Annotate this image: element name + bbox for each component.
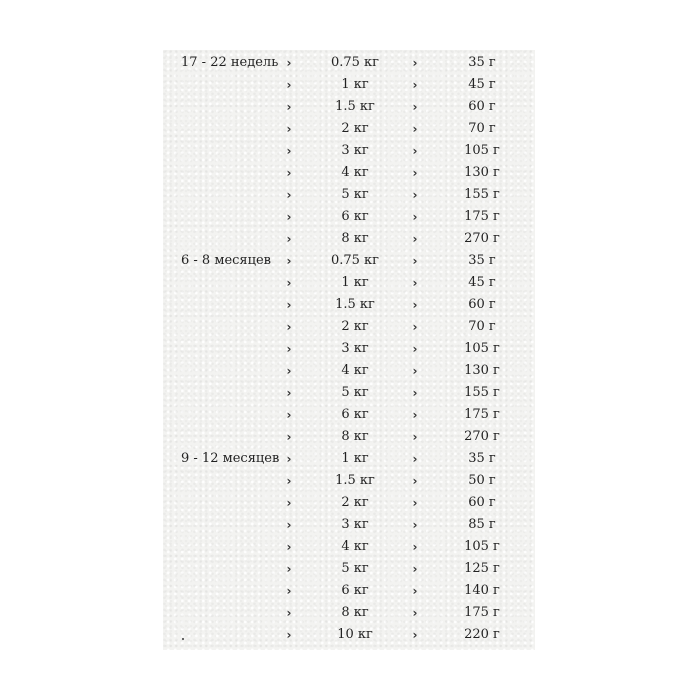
chevron-right-icon: › [412, 474, 418, 488]
amount-cell: 35 г [468, 55, 496, 70]
table-row [163, 206, 535, 228]
amount-cell: 155 г [464, 385, 500, 400]
chevron-right-icon: › [286, 562, 292, 576]
age-cell: 6 - 8 месяцев [181, 253, 271, 268]
chevron-right-icon: › [412, 320, 418, 334]
chevron-right-icon: › [412, 56, 418, 70]
chevron-right-icon: › [412, 562, 418, 576]
chevron-right-icon: › [286, 56, 292, 70]
chevron-right-icon: › [412, 452, 418, 466]
weight-cell: 6 кг [341, 583, 369, 598]
amount-cell: 270 г [464, 429, 500, 444]
amount-cell: 175 г [464, 407, 500, 422]
table-row [163, 404, 535, 426]
table-row [163, 470, 535, 492]
table-row [163, 382, 535, 404]
table-row [163, 140, 535, 162]
chevron-right-icon: › [286, 474, 292, 488]
chevron-right-icon: › [286, 430, 292, 444]
amount-cell: 125 г [464, 561, 500, 576]
weight-cell: 1 кг [341, 77, 369, 92]
weight-cell: 6 кг [341, 209, 369, 224]
table-row [163, 294, 535, 316]
table-row [163, 118, 535, 140]
chevron-right-icon: › [412, 518, 418, 532]
weight-cell: 1 кг [341, 451, 369, 466]
amount-cell: 45 г [468, 275, 496, 290]
table-row [163, 162, 535, 184]
weight-cell: 1.5 кг [335, 99, 375, 114]
table-row [163, 228, 535, 250]
chevron-right-icon: › [286, 78, 292, 92]
weight-cell: 6 кг [341, 407, 369, 422]
weight-cell: 4 кг [341, 363, 369, 378]
amount-cell: 50 г [468, 473, 496, 488]
chevron-right-icon: › [286, 518, 292, 532]
amount-cell: 70 г [468, 121, 496, 136]
weight-cell: 8 кг [341, 429, 369, 444]
chevron-right-icon: › [412, 430, 418, 444]
table-row [163, 514, 535, 536]
amount-cell: 35 г [468, 451, 496, 466]
table-row [163, 492, 535, 514]
table-row [163, 52, 535, 74]
chevron-right-icon: › [412, 298, 418, 312]
chevron-right-icon: › [412, 78, 418, 92]
table-row [163, 602, 535, 624]
chevron-right-icon: › [412, 606, 418, 620]
table-row [163, 558, 535, 580]
table-row [163, 316, 535, 338]
table-row [163, 426, 535, 448]
amount-cell: 270 г [464, 231, 500, 246]
weight-cell: 8 кг [341, 231, 369, 246]
chevron-right-icon: › [412, 496, 418, 510]
weight-cell: 0.75 кг [330, 55, 379, 70]
table-row [163, 96, 535, 118]
weight-cell: 3 кг [341, 517, 369, 532]
chevron-right-icon: › [286, 232, 292, 246]
weight-cell: 1 кг [341, 275, 369, 290]
chevron-right-icon: › [286, 628, 292, 642]
chevron-right-icon: › [412, 232, 418, 246]
table-row [163, 360, 535, 382]
weight-cell: 3 кг [341, 341, 369, 356]
chevron-right-icon: › [412, 254, 418, 268]
table-row [163, 448, 535, 470]
weight-cell: 1.5 кг [335, 297, 375, 312]
chevron-right-icon: › [286, 342, 292, 356]
weight-cell: 3 кг [341, 143, 369, 158]
chevron-right-icon: › [286, 210, 292, 224]
chevron-right-icon: › [412, 408, 418, 422]
weight-cell: 2 кг [341, 121, 369, 136]
chevron-right-icon: › [412, 276, 418, 290]
chevron-right-icon: › [286, 122, 292, 136]
weight-cell: 5 кг [341, 385, 369, 400]
chevron-right-icon: › [412, 166, 418, 180]
chevron-right-icon: › [286, 540, 292, 554]
chevron-right-icon: › [286, 606, 292, 620]
chevron-right-icon: › [286, 408, 292, 422]
weight-cell: 2 кг [341, 319, 369, 334]
amount-cell: 140 г [464, 583, 500, 598]
chevron-right-icon: › [286, 364, 292, 378]
table-row [163, 536, 535, 558]
amount-cell: 175 г [464, 209, 500, 224]
table-row [163, 624, 535, 646]
amount-cell: 85 г [468, 517, 496, 532]
table-row [163, 250, 535, 272]
amount-cell: 220 г [464, 627, 500, 642]
weight-cell: 0.75 кг [330, 253, 379, 268]
chevron-right-icon: › [286, 166, 292, 180]
chevron-right-icon: › [412, 540, 418, 554]
chevron-right-icon: › [412, 188, 418, 202]
chevron-right-icon: › [412, 628, 418, 642]
age-cell: 17 - 22 недель [181, 55, 279, 70]
weight-cell: 4 кг [341, 165, 369, 180]
chevron-right-icon: › [286, 254, 292, 268]
amount-cell: 175 г [464, 605, 500, 620]
weight-cell: 8 кг [341, 605, 369, 620]
chevron-right-icon: › [286, 584, 292, 598]
chevron-right-icon: › [286, 276, 292, 290]
amount-cell: 155 г [464, 187, 500, 202]
amount-cell: 60 г [468, 99, 496, 114]
table-row [163, 184, 535, 206]
table-row [163, 74, 535, 96]
amount-cell: 70 г [468, 319, 496, 334]
chevron-right-icon: › [412, 100, 418, 114]
chevron-right-icon: › [412, 144, 418, 158]
weight-cell: 5 кг [341, 561, 369, 576]
feeding-table [163, 50, 535, 650]
table-row [163, 580, 535, 602]
age-cell: 9 - 12 месяцев [181, 451, 280, 466]
amount-cell: 130 г [464, 363, 500, 378]
table-row [163, 272, 535, 294]
amount-cell: 105 г [464, 341, 500, 356]
weight-cell: 1.5 кг [335, 473, 375, 488]
amount-cell: 60 г [468, 297, 496, 312]
amount-cell: 35 г [468, 253, 496, 268]
amount-cell: 60 г [468, 495, 496, 510]
chevron-right-icon: › [286, 100, 292, 114]
chevron-right-icon: › [286, 320, 292, 334]
amount-cell: 45 г [468, 77, 496, 92]
chevron-right-icon: › [286, 188, 292, 202]
chevron-right-icon: › [286, 452, 292, 466]
amount-cell: 130 г [464, 165, 500, 180]
weight-cell: 4 кг [341, 539, 369, 554]
weight-cell: 2 кг [341, 495, 369, 510]
chevron-right-icon: › [286, 144, 292, 158]
chevron-right-icon: › [412, 364, 418, 378]
amount-cell: 105 г [464, 539, 500, 554]
chevron-right-icon: › [286, 386, 292, 400]
table-row [163, 338, 535, 360]
amount-cell: 105 г [464, 143, 500, 158]
chevron-right-icon: › [412, 386, 418, 400]
chevron-right-icon: › [412, 342, 418, 356]
chevron-right-icon: › [412, 210, 418, 224]
weight-cell: 10 кг [337, 627, 373, 642]
chevron-right-icon: › [412, 122, 418, 136]
chevron-right-icon: › [412, 584, 418, 598]
chevron-right-icon: › [286, 298, 292, 312]
chevron-right-icon: › [286, 496, 292, 510]
weight-cell: 5 кг [341, 187, 369, 202]
